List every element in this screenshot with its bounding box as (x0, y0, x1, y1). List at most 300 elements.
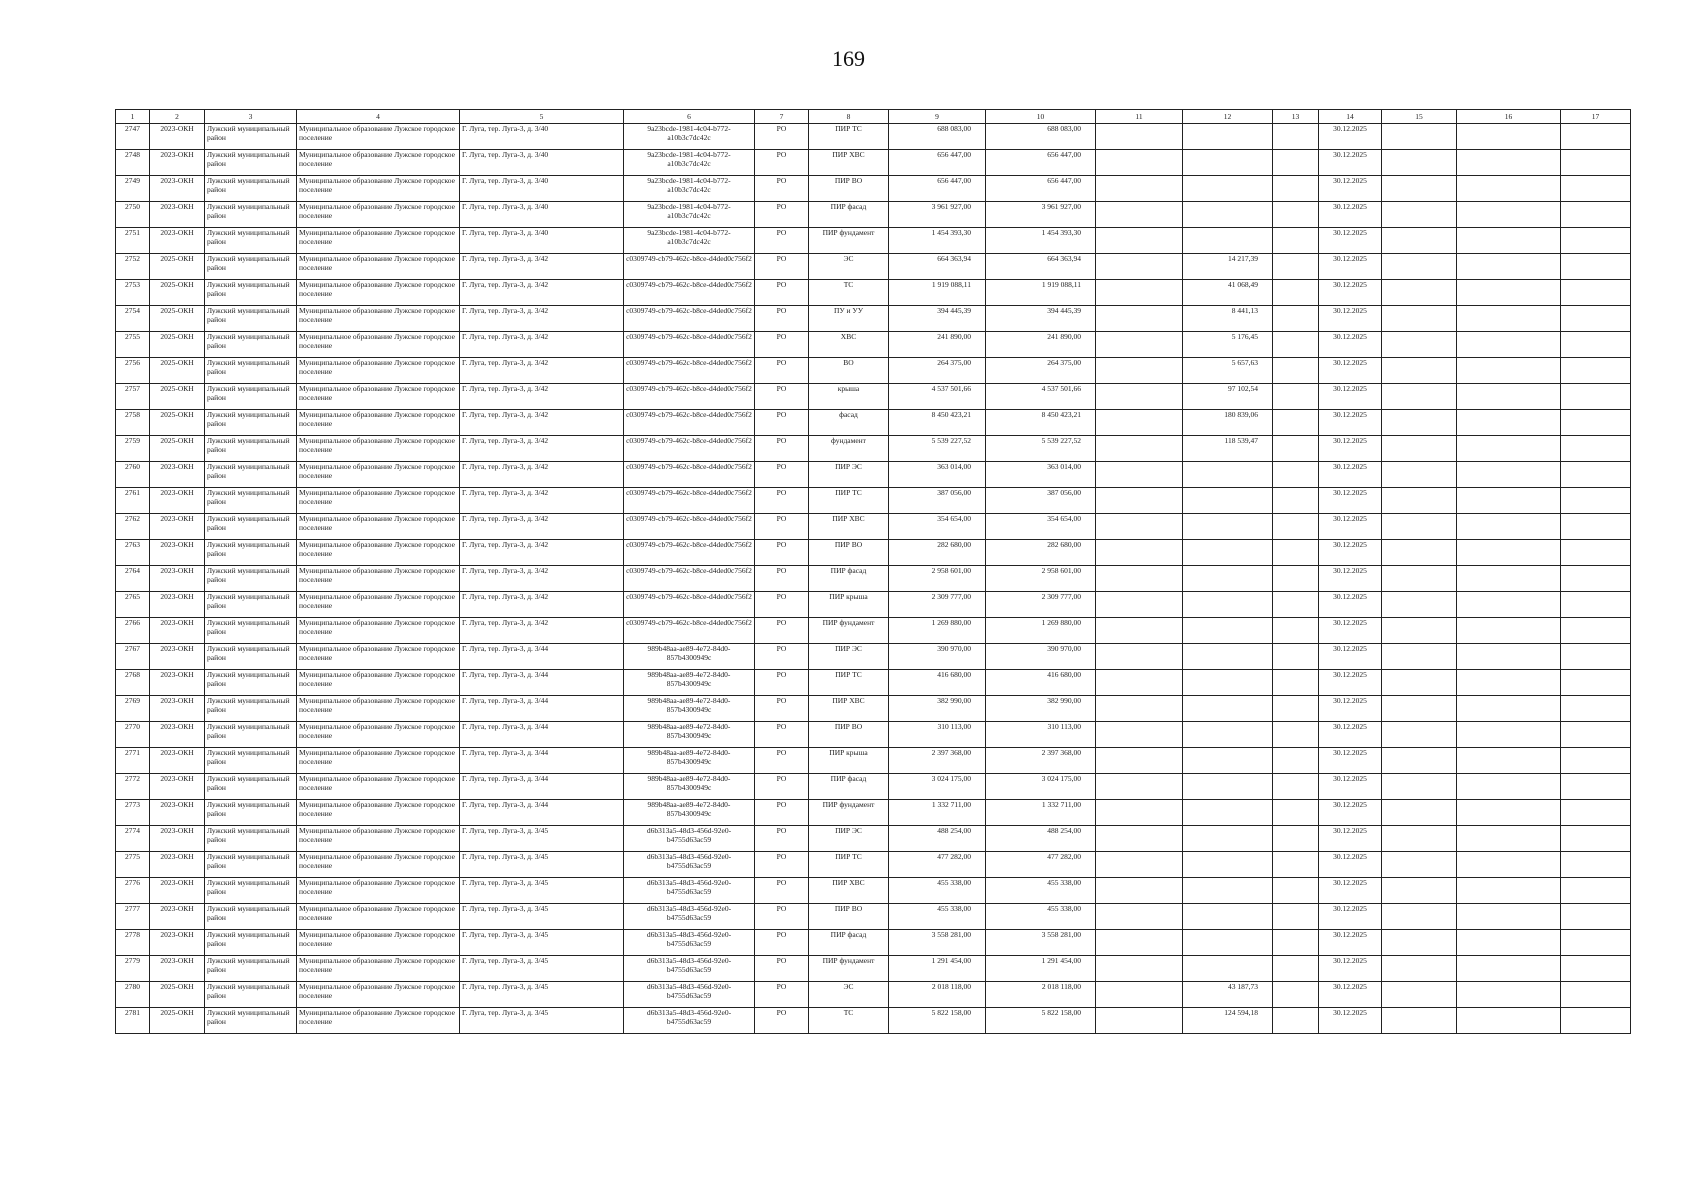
district-cell: Лужский муниципальный район (205, 670, 297, 696)
district-cell: Лужский муниципальный район (205, 436, 297, 462)
col12-cell: 97 102,54 (1183, 384, 1273, 410)
empty-cell (1382, 436, 1457, 462)
program-cell: 2023-ОКН (150, 150, 205, 176)
empty-cell (1382, 358, 1457, 384)
cost-cell: 264 375,00 (889, 358, 986, 384)
row-number: 2768 (116, 670, 150, 696)
work-type-cell: ПИР фасад (809, 930, 889, 956)
deadline-cell: 30.12.2025 (1319, 1008, 1382, 1034)
empty-cell (1096, 306, 1183, 332)
deadline-cell: 30.12.2025 (1319, 514, 1382, 540)
program-cell: 2025-ОКН (150, 254, 205, 280)
row-number: 2754 (116, 306, 150, 332)
column-header: 10 (986, 110, 1096, 124)
row-number: 2748 (116, 150, 150, 176)
empty-cell (1273, 410, 1319, 436)
table-row (116, 332, 1631, 358)
guid-cell: 989b48aa-ae89-4e72-84d0-857b4300949c (624, 800, 755, 826)
cost-total-cell: 363 014,00 (986, 462, 1096, 488)
empty-cell (1096, 800, 1183, 826)
work-type-cell: ПИР ХВС (809, 878, 889, 904)
empty-cell (1096, 826, 1183, 852)
empty-cell (1096, 852, 1183, 878)
cost-cell: 664 363,94 (889, 254, 986, 280)
empty-cell (1382, 878, 1457, 904)
municipality-cell: Муниципальное образование Лужское городское поселение (297, 748, 460, 774)
work-type-cell: ПИР ХВС (809, 696, 889, 722)
empty-cell (1096, 150, 1183, 176)
empty-cell (1382, 254, 1457, 280)
district-cell: Лужский муниципальный район (205, 930, 297, 956)
empty-cell (1096, 540, 1183, 566)
cost-total-cell: 394 445,39 (986, 306, 1096, 332)
table-row (116, 722, 1631, 748)
cost-cell: 416 680,00 (889, 670, 986, 696)
empty-cell (1096, 202, 1183, 228)
cost-cell: 2 018 118,00 (889, 982, 986, 1008)
fund-cell: РО (755, 514, 809, 540)
cost-total-cell: 455 338,00 (986, 904, 1096, 930)
col12-cell (1183, 150, 1273, 176)
empty-cell (1457, 358, 1561, 384)
guid-cell: c0309749-cb79-462c-b8ce-d4ded0c756f2 (624, 618, 755, 644)
address-cell: Г. Луга, тер. Луга-3, д. 3/42 (460, 410, 624, 436)
cost-cell: 3 558 281,00 (889, 930, 986, 956)
table-row (116, 774, 1631, 800)
fund-cell: РО (755, 410, 809, 436)
address-cell: Г. Луга, тер. Луга-3, д. 3/42 (460, 306, 624, 332)
fund-cell: РО (755, 670, 809, 696)
deadline-cell: 30.12.2025 (1319, 410, 1382, 436)
empty-cell (1561, 670, 1631, 696)
col12-cell (1183, 696, 1273, 722)
cost-cell: 2 397 368,00 (889, 748, 986, 774)
fund-cell: РО (755, 982, 809, 1008)
table-row (116, 306, 1631, 332)
guid-cell: d6b313a5-48d3-456d-92e0-b4755d63ac59 (624, 904, 755, 930)
table-row (116, 670, 1631, 696)
empty-cell (1273, 696, 1319, 722)
empty-cell (1457, 800, 1561, 826)
row-number: 2767 (116, 644, 150, 670)
cost-total-cell: 5 822 158,00 (986, 1008, 1096, 1034)
table-row (116, 358, 1631, 384)
row-number: 2751 (116, 228, 150, 254)
program-cell: 2023-ОКН (150, 800, 205, 826)
program-cell: 2023-ОКН (150, 540, 205, 566)
program-cell: 2023-ОКН (150, 202, 205, 228)
col12-cell (1183, 956, 1273, 982)
empty-cell (1273, 280, 1319, 306)
empty-cell (1561, 800, 1631, 826)
fund-cell: РО (755, 488, 809, 514)
column-header: 7 (755, 110, 809, 124)
work-type-cell: ПИР фундамент (809, 618, 889, 644)
guid-cell: 989b48aa-ae89-4e72-84d0-857b4300949c (624, 670, 755, 696)
program-cell: 2025-ОКН (150, 280, 205, 306)
empty-cell (1273, 670, 1319, 696)
empty-cell (1561, 774, 1631, 800)
row-number: 2776 (116, 878, 150, 904)
cost-total-cell: 1 291 454,00 (986, 956, 1096, 982)
work-type-cell: фундамент (809, 436, 889, 462)
empty-cell (1457, 540, 1561, 566)
cost-cell: 1 454 393,30 (889, 228, 986, 254)
empty-cell (1096, 358, 1183, 384)
row-number: 2769 (116, 696, 150, 722)
empty-cell (1561, 332, 1631, 358)
program-cell: 2023-ОКН (150, 644, 205, 670)
empty-cell (1561, 930, 1631, 956)
empty-cell (1273, 748, 1319, 774)
guid-cell: c0309749-cb79-462c-b8ce-d4ded0c756f2 (624, 592, 755, 618)
col12-cell (1183, 852, 1273, 878)
empty-cell (1273, 982, 1319, 1008)
municipality-cell: Муниципальное образование Лужское городское поселение (297, 644, 460, 670)
column-header: 9 (889, 110, 986, 124)
work-type-cell: ПИР фасад (809, 774, 889, 800)
work-type-cell: крыша (809, 384, 889, 410)
table-row (116, 904, 1631, 930)
empty-cell (1561, 176, 1631, 202)
municipality-cell: Муниципальное образование Лужское городское поселение (297, 358, 460, 384)
empty-cell (1273, 462, 1319, 488)
deadline-cell: 30.12.2025 (1319, 254, 1382, 280)
cost-cell: 656 447,00 (889, 150, 986, 176)
empty-cell (1457, 852, 1561, 878)
col12-cell: 180 839,06 (1183, 410, 1273, 436)
address-cell: Г. Луга, тер. Луга-3, д. 3/42 (460, 514, 624, 540)
col12-cell: 118 539,47 (1183, 436, 1273, 462)
empty-cell (1096, 410, 1183, 436)
row-number: 2778 (116, 930, 150, 956)
district-cell: Лужский муниципальный район (205, 826, 297, 852)
district-cell: Лужский муниципальный район (205, 306, 297, 332)
empty-cell (1096, 566, 1183, 592)
row-number: 2752 (116, 254, 150, 280)
col12-cell (1183, 228, 1273, 254)
district-cell: Лужский муниципальный район (205, 982, 297, 1008)
work-type-cell: ПИР ТС (809, 852, 889, 878)
empty-cell (1273, 202, 1319, 228)
table-row (116, 748, 1631, 774)
municipality-cell: Муниципальное образование Лужское городское поселение (297, 592, 460, 618)
fund-cell: РО (755, 566, 809, 592)
table-row (116, 540, 1631, 566)
municipality-cell: Муниципальное образование Лужское городское поселение (297, 306, 460, 332)
empty-cell (1457, 748, 1561, 774)
municipality-cell: Муниципальное образование Лужское городское поселение (297, 254, 460, 280)
address-cell: Г. Луга, тер. Луга-3, д. 3/44 (460, 800, 624, 826)
municipality-cell: Муниципальное образование Лужское городское поселение (297, 566, 460, 592)
cost-total-cell: 664 363,94 (986, 254, 1096, 280)
guid-cell: 9a23bcde-1981-4c04-b772-a10b3c7dc42c (624, 176, 755, 202)
program-cell: 2023-ОКН (150, 748, 205, 774)
table-row (116, 202, 1631, 228)
empty-cell (1382, 696, 1457, 722)
fund-cell: РО (755, 254, 809, 280)
deadline-cell: 30.12.2025 (1319, 228, 1382, 254)
guid-cell: 989b48aa-ae89-4e72-84d0-857b4300949c (624, 774, 755, 800)
empty-cell (1561, 150, 1631, 176)
deadline-cell: 30.12.2025 (1319, 592, 1382, 618)
row-number: 2777 (116, 904, 150, 930)
fund-cell: РО (755, 228, 809, 254)
empty-cell (1561, 384, 1631, 410)
row-number: 2758 (116, 410, 150, 436)
address-cell: Г. Луга, тер. Луга-3, д. 3/42 (460, 618, 624, 644)
district-cell: Лужский муниципальный район (205, 150, 297, 176)
address-cell: Г. Луга, тер. Луга-3, д. 3/45 (460, 1008, 624, 1034)
cost-cell: 1 269 880,00 (889, 618, 986, 644)
municipality-cell: Муниципальное образование Лужское городское поселение (297, 696, 460, 722)
fund-cell: РО (755, 202, 809, 228)
col12-cell: 14 217,39 (1183, 254, 1273, 280)
column-header: 16 (1457, 110, 1561, 124)
empty-cell (1273, 384, 1319, 410)
table-row (116, 696, 1631, 722)
address-cell: Г. Луга, тер. Луга-3, д. 3/45 (460, 878, 624, 904)
deadline-cell: 30.12.2025 (1319, 306, 1382, 332)
deadline-cell: 30.12.2025 (1319, 800, 1382, 826)
deadline-cell: 30.12.2025 (1319, 436, 1382, 462)
empty-cell (1382, 1008, 1457, 1034)
guid-cell: 989b48aa-ae89-4e72-84d0-857b4300949c (624, 644, 755, 670)
cost-cell: 241 890,00 (889, 332, 986, 358)
address-cell: Г. Луга, тер. Луга-3, д. 3/42 (460, 384, 624, 410)
empty-cell (1273, 228, 1319, 254)
row-number: 2770 (116, 722, 150, 748)
row-number: 2750 (116, 202, 150, 228)
fund-cell: РО (755, 124, 809, 150)
empty-cell (1273, 618, 1319, 644)
empty-cell (1457, 592, 1561, 618)
program-cell: 2023-ОКН (150, 228, 205, 254)
empty-cell (1457, 982, 1561, 1008)
empty-cell (1096, 176, 1183, 202)
cost-cell: 382 990,00 (889, 696, 986, 722)
empty-cell (1457, 410, 1561, 436)
district-cell: Лужский муниципальный район (205, 644, 297, 670)
municipality-cell: Муниципальное образование Лужское городское поселение (297, 852, 460, 878)
deadline-cell: 30.12.2025 (1319, 332, 1382, 358)
district-cell: Лужский муниципальный район (205, 540, 297, 566)
empty-cell (1382, 748, 1457, 774)
fund-cell: РО (755, 1008, 809, 1034)
empty-cell (1096, 488, 1183, 514)
address-cell: Г. Луга, тер. Луга-3, д. 3/40 (460, 228, 624, 254)
column-header: 3 (205, 110, 297, 124)
column-header: 12 (1183, 110, 1273, 124)
guid-cell: d6b313a5-48d3-456d-92e0-b4755d63ac59 (624, 878, 755, 904)
program-cell: 2023-ОКН (150, 904, 205, 930)
empty-cell (1561, 202, 1631, 228)
col12-cell: 5 657,63 (1183, 358, 1273, 384)
cost-cell: 656 447,00 (889, 176, 986, 202)
program-cell: 2023-ОКН (150, 852, 205, 878)
fund-cell: РО (755, 800, 809, 826)
work-type-cell: ТС (809, 280, 889, 306)
col12-cell (1183, 176, 1273, 202)
empty-cell (1096, 332, 1183, 358)
page-number: 169 (832, 46, 865, 71)
row-number: 2757 (116, 384, 150, 410)
address-cell: Г. Луга, тер. Луга-3, д. 3/44 (460, 774, 624, 800)
program-cell: 2023-ОКН (150, 488, 205, 514)
district-cell: Лужский муниципальный район (205, 618, 297, 644)
guid-cell: d6b313a5-48d3-456d-92e0-b4755d63ac59 (624, 930, 755, 956)
col12-cell (1183, 748, 1273, 774)
municipality-cell: Муниципальное образование Лужское городское поселение (297, 956, 460, 982)
district-cell: Лужский муниципальный район (205, 1008, 297, 1034)
work-type-cell: ПИР ХВС (809, 514, 889, 540)
deadline-cell: 30.12.2025 (1319, 930, 1382, 956)
address-cell: Г. Луга, тер. Луга-3, д. 3/44 (460, 696, 624, 722)
municipality-cell: Муниципальное образование Лужское городское поселение (297, 982, 460, 1008)
col12-cell (1183, 774, 1273, 800)
work-type-cell: ПИР крыша (809, 748, 889, 774)
cost-cell: 3 961 927,00 (889, 202, 986, 228)
empty-cell (1273, 488, 1319, 514)
table-row (116, 176, 1631, 202)
address-cell: Г. Луга, тер. Луга-3, д. 3/45 (460, 956, 624, 982)
table-row (116, 280, 1631, 306)
empty-cell (1096, 384, 1183, 410)
cost-total-cell: 488 254,00 (986, 826, 1096, 852)
work-type-cell: ПИР ЭС (809, 826, 889, 852)
column-header: 4 (297, 110, 460, 124)
cost-total-cell: 390 970,00 (986, 644, 1096, 670)
deadline-cell: 30.12.2025 (1319, 696, 1382, 722)
work-type-cell: ПИР ХВС (809, 150, 889, 176)
empty-cell (1273, 306, 1319, 332)
district-cell: Лужский муниципальный район (205, 332, 297, 358)
table-row (116, 384, 1631, 410)
deadline-cell: 30.12.2025 (1319, 644, 1382, 670)
cost-total-cell: 688 083,00 (986, 124, 1096, 150)
fund-cell: РО (755, 696, 809, 722)
empty-cell (1382, 124, 1457, 150)
program-cell: 2023-ОКН (150, 514, 205, 540)
empty-cell (1561, 436, 1631, 462)
cost-cell: 455 338,00 (889, 904, 986, 930)
cost-total-cell: 2 958 601,00 (986, 566, 1096, 592)
district-cell: Лужский муниципальный район (205, 410, 297, 436)
table-row (116, 982, 1631, 1008)
fund-cell: РО (755, 852, 809, 878)
empty-cell (1273, 774, 1319, 800)
empty-cell (1096, 618, 1183, 644)
table-row (116, 800, 1631, 826)
empty-cell (1561, 1008, 1631, 1034)
fund-cell: РО (755, 878, 809, 904)
empty-cell (1561, 488, 1631, 514)
empty-cell (1457, 202, 1561, 228)
empty-cell (1382, 904, 1457, 930)
empty-cell (1561, 566, 1631, 592)
guid-cell: d6b313a5-48d3-456d-92e0-b4755d63ac59 (624, 982, 755, 1008)
municipality-cell: Муниципальное образование Лужское городское поселение (297, 878, 460, 904)
deadline-cell: 30.12.2025 (1319, 982, 1382, 1008)
address-cell: Г. Луга, тер. Луга-3, д. 3/40 (460, 202, 624, 228)
empty-cell (1457, 670, 1561, 696)
cost-total-cell: 416 680,00 (986, 670, 1096, 696)
fund-cell: РО (755, 774, 809, 800)
municipality-cell: Муниципальное образование Лужское городское поселение (297, 670, 460, 696)
empty-cell (1457, 904, 1561, 930)
row-number: 2759 (116, 436, 150, 462)
row-number: 2749 (116, 176, 150, 202)
cost-cell: 455 338,00 (889, 878, 986, 904)
empty-cell (1382, 670, 1457, 696)
fund-cell: РО (755, 384, 809, 410)
row-number: 2753 (116, 280, 150, 306)
municipality-cell: Муниципальное образование Лужское городское поселение (297, 800, 460, 826)
fund-cell: РО (755, 722, 809, 748)
municipality-cell: Муниципальное образование Лужское городское поселение (297, 930, 460, 956)
empty-cell (1096, 436, 1183, 462)
empty-cell (1457, 332, 1561, 358)
program-cell: 2023-ОКН (150, 176, 205, 202)
cost-total-cell: 2 018 118,00 (986, 982, 1096, 1008)
col12-cell: 41 068,49 (1183, 280, 1273, 306)
fund-cell: РО (755, 956, 809, 982)
table-header (116, 110, 1631, 124)
empty-cell (1382, 540, 1457, 566)
fund-cell: РО (755, 618, 809, 644)
address-cell: Г. Луга, тер. Луга-3, д. 3/40 (460, 124, 624, 150)
row-number: 2771 (116, 748, 150, 774)
cost-cell: 1 291 454,00 (889, 956, 986, 982)
district-cell: Лужский муниципальный район (205, 774, 297, 800)
program-cell: 2023-ОКН (150, 774, 205, 800)
row-number: 2779 (116, 956, 150, 982)
empty-cell (1096, 670, 1183, 696)
column-header: 6 (624, 110, 755, 124)
table-row (116, 566, 1631, 592)
col12-cell (1183, 592, 1273, 618)
cost-total-cell: 387 056,00 (986, 488, 1096, 514)
work-type-cell: ПУ и УУ (809, 306, 889, 332)
deadline-cell: 30.12.2025 (1319, 384, 1382, 410)
empty-cell (1457, 514, 1561, 540)
municipality-cell: Муниципальное образование Лужское городское поселение (297, 202, 460, 228)
district-cell: Лужский муниципальный район (205, 748, 297, 774)
program-cell: 2023-ОКН (150, 124, 205, 150)
municipality-cell: Муниципальное образование Лужское городское поселение (297, 488, 460, 514)
guid-cell: c0309749-cb79-462c-b8ce-d4ded0c756f2 (624, 254, 755, 280)
program-cell: 2023-ОКН (150, 696, 205, 722)
empty-cell (1096, 644, 1183, 670)
empty-cell (1382, 852, 1457, 878)
municipality-cell: Муниципальное образование Лужское городское поселение (297, 514, 460, 540)
column-header: 8 (809, 110, 889, 124)
row-number: 2762 (116, 514, 150, 540)
municipality-cell: Муниципальное образование Лужское городское поселение (297, 540, 460, 566)
cost-total-cell: 282 680,00 (986, 540, 1096, 566)
municipality-cell: Муниципальное образование Лужское городское поселение (297, 228, 460, 254)
district-cell: Лужский муниципальный район (205, 176, 297, 202)
cost-total-cell: 656 447,00 (986, 176, 1096, 202)
empty-cell (1561, 722, 1631, 748)
fund-cell: РО (755, 436, 809, 462)
row-number: 2756 (116, 358, 150, 384)
row-number: 2772 (116, 774, 150, 800)
deadline-cell: 30.12.2025 (1319, 618, 1382, 644)
table-row (116, 462, 1631, 488)
address-cell: Г. Луга, тер. Луга-3, д. 3/45 (460, 904, 624, 930)
empty-cell (1096, 904, 1183, 930)
